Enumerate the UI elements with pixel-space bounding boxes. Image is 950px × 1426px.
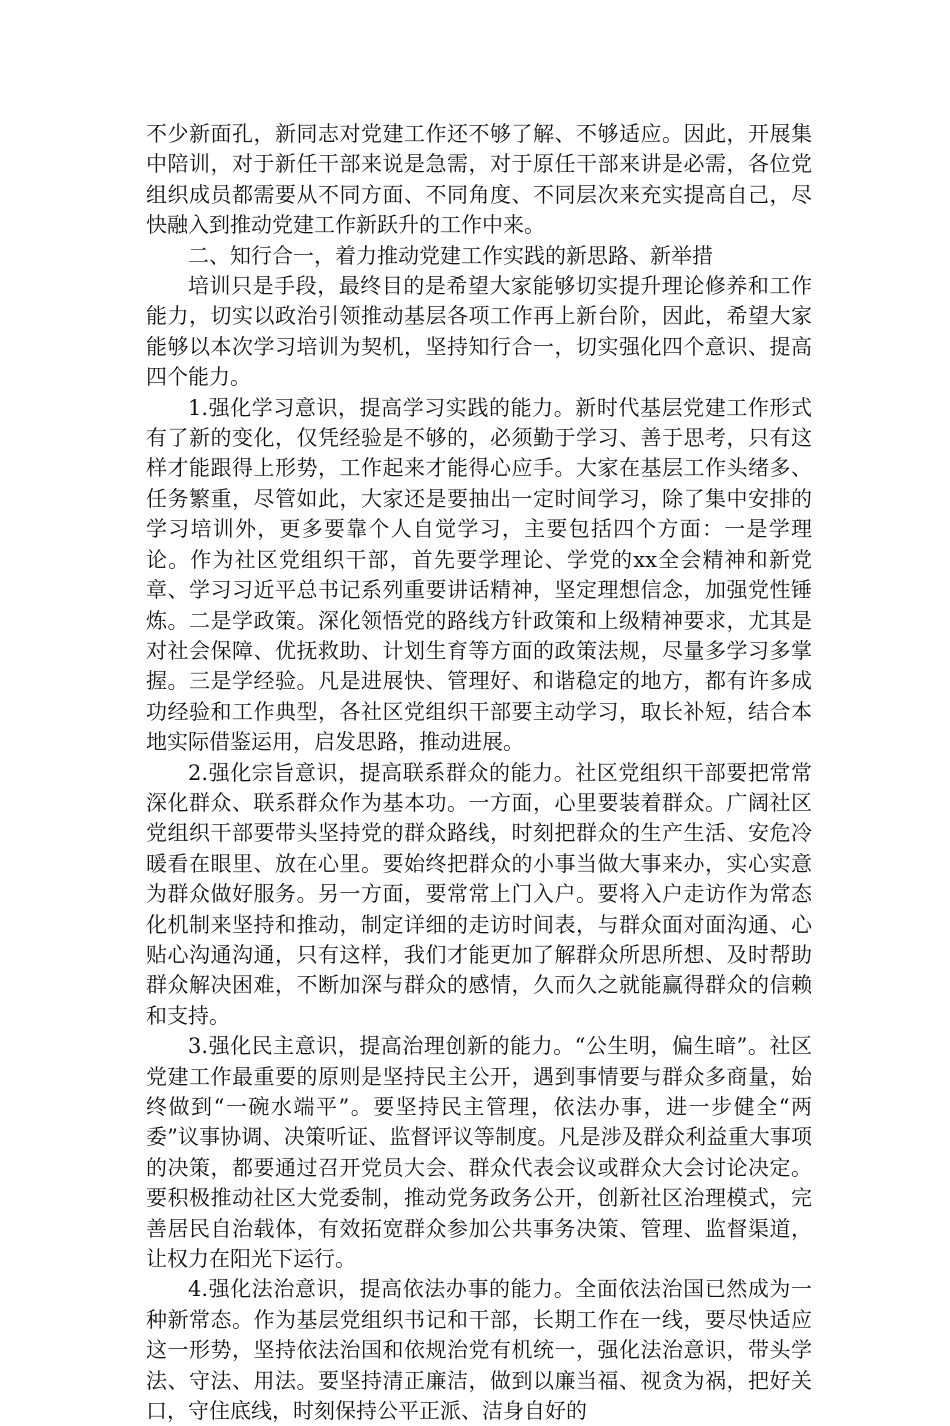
paragraph-continuation: 不少新面孔，新同志对党建工作还不够了解、不够适应。因此，开展集中陪训，对于新任干部来说是急需，对于原任干部来讲是必需，各位党组织成员都需要从不同方面、不同角度、不同层次来充实提高自己，尽快融入到推动党建工作新跃升的工作中来。 — [146, 122, 812, 238]
paragraph-item-2: 2.强化宗旨意识，提高联系群众的能力。社区党组织干部要把常常深化群众、联系群众作为基本功。一方面，心里要装着群众。广阔社区党组织干部要带头坚持党的群众路线，时刻把群众的生产生活、安危冷暖看在眼里、放在心里。要始终把群众的小事当做大事来办，实心实意为群众做好服务。另一方面，要常常上门入户。要将入户走访作为常态化机制来坚持和推动，制定详细的走访时间表，与群众面对面沟通、心贴心沟通沟通，只有这样，我们才能更加了解群众所思所想、及时帮助群众解决困难，不断加深与群众的感情，久而久之就能赢得群众的信赖和支持。 — [146, 760, 812, 1028]
paragraph-intro: 培训只是手段，最终目的是希望大家能够切实提升理论修养和工作能力，切实以政治引领推动基层各项工作再上新台阶，因此，希望大家能够以本次学习培训为契机，坚持知行合一，切实强化四个意识、提高四个能力。 — [146, 274, 812, 390]
paragraph-item-1: 1.强化学习意识，提高学习实践的能力。新时代基层党建工作形式有了新的变化，仅凭经验是不够的，必须勤于学习、善于思考，只有这样才能跟得上形势，工作起来才能得心应手。大家在基层工作头绪多、任务繁重，尽管如此，大家还是要抽出一定时间学习，除了集中安排的学习培训外，更多要靠个人自觉学习，主要包括四个方面：一是学理论。作为社区党组织干部，首先要学理论、学党的xx全会精神和新党章、学习习近平总书记系列重要讲话精神，坚定理想信念，加强党性锤炼。二是学政策。深化领悟党的路线方针政策和上级精神要求，尤其是对社会保障、优抚救助、计划生育等方面的政策法规，尽量多学习多掌握。三是学经验。凡是进展快、管理好、和谐稳定的地方，都有许多成功经验和工作典型，各社区党组织干部要主动学习，取长补短，结合本地实际借鉴运用，启发思路，推动进展。 — [146, 395, 812, 755]
section-heading: 二、知行合一，着力推动党建工作实践的新思路、新举措 — [188, 243, 713, 268]
document-body — [146, 119, 812, 1426]
paragraph-item-3: 3.强化民主意识，提高治理创新的能力。“公生明，偏生暗”。社区党建工作最重要的原则是坚持民主公开，遇到事情要与群众多商量，始终做到“一碗水端平”。要坚持民主管理，依法办事，进一步健全“两委”议事协调、决策听证、监督评议等制度。凡是涉及群众利益重大事项的决策，都要通过召开党员大会、群众代表会议或群众大会讨论决定。要积极推动社区大党委制，推动党务政务公开，创新社区治理模式，完善居民自治载体，有效拓宽群众参加公共事务决策、管理、监督渠道，让权力在阳光下运行。 — [146, 1034, 812, 1272]
paragraph-item-4: 4.强化法治意识，提高依法办事的能力。全面依法治国已然成为一种新常态。作为基层党组织书记和干部，长期工作在一线，要尽快适应这一形势，坚持依法治国和依规治党有机统一，强化法治意识，带头学法、守法、用法。要坚持清正廉洁，做到以廉当福、视贪为祸，把好关口，守住底线，时刻保持公平正派、洁身自好的 — [146, 1277, 812, 1424]
